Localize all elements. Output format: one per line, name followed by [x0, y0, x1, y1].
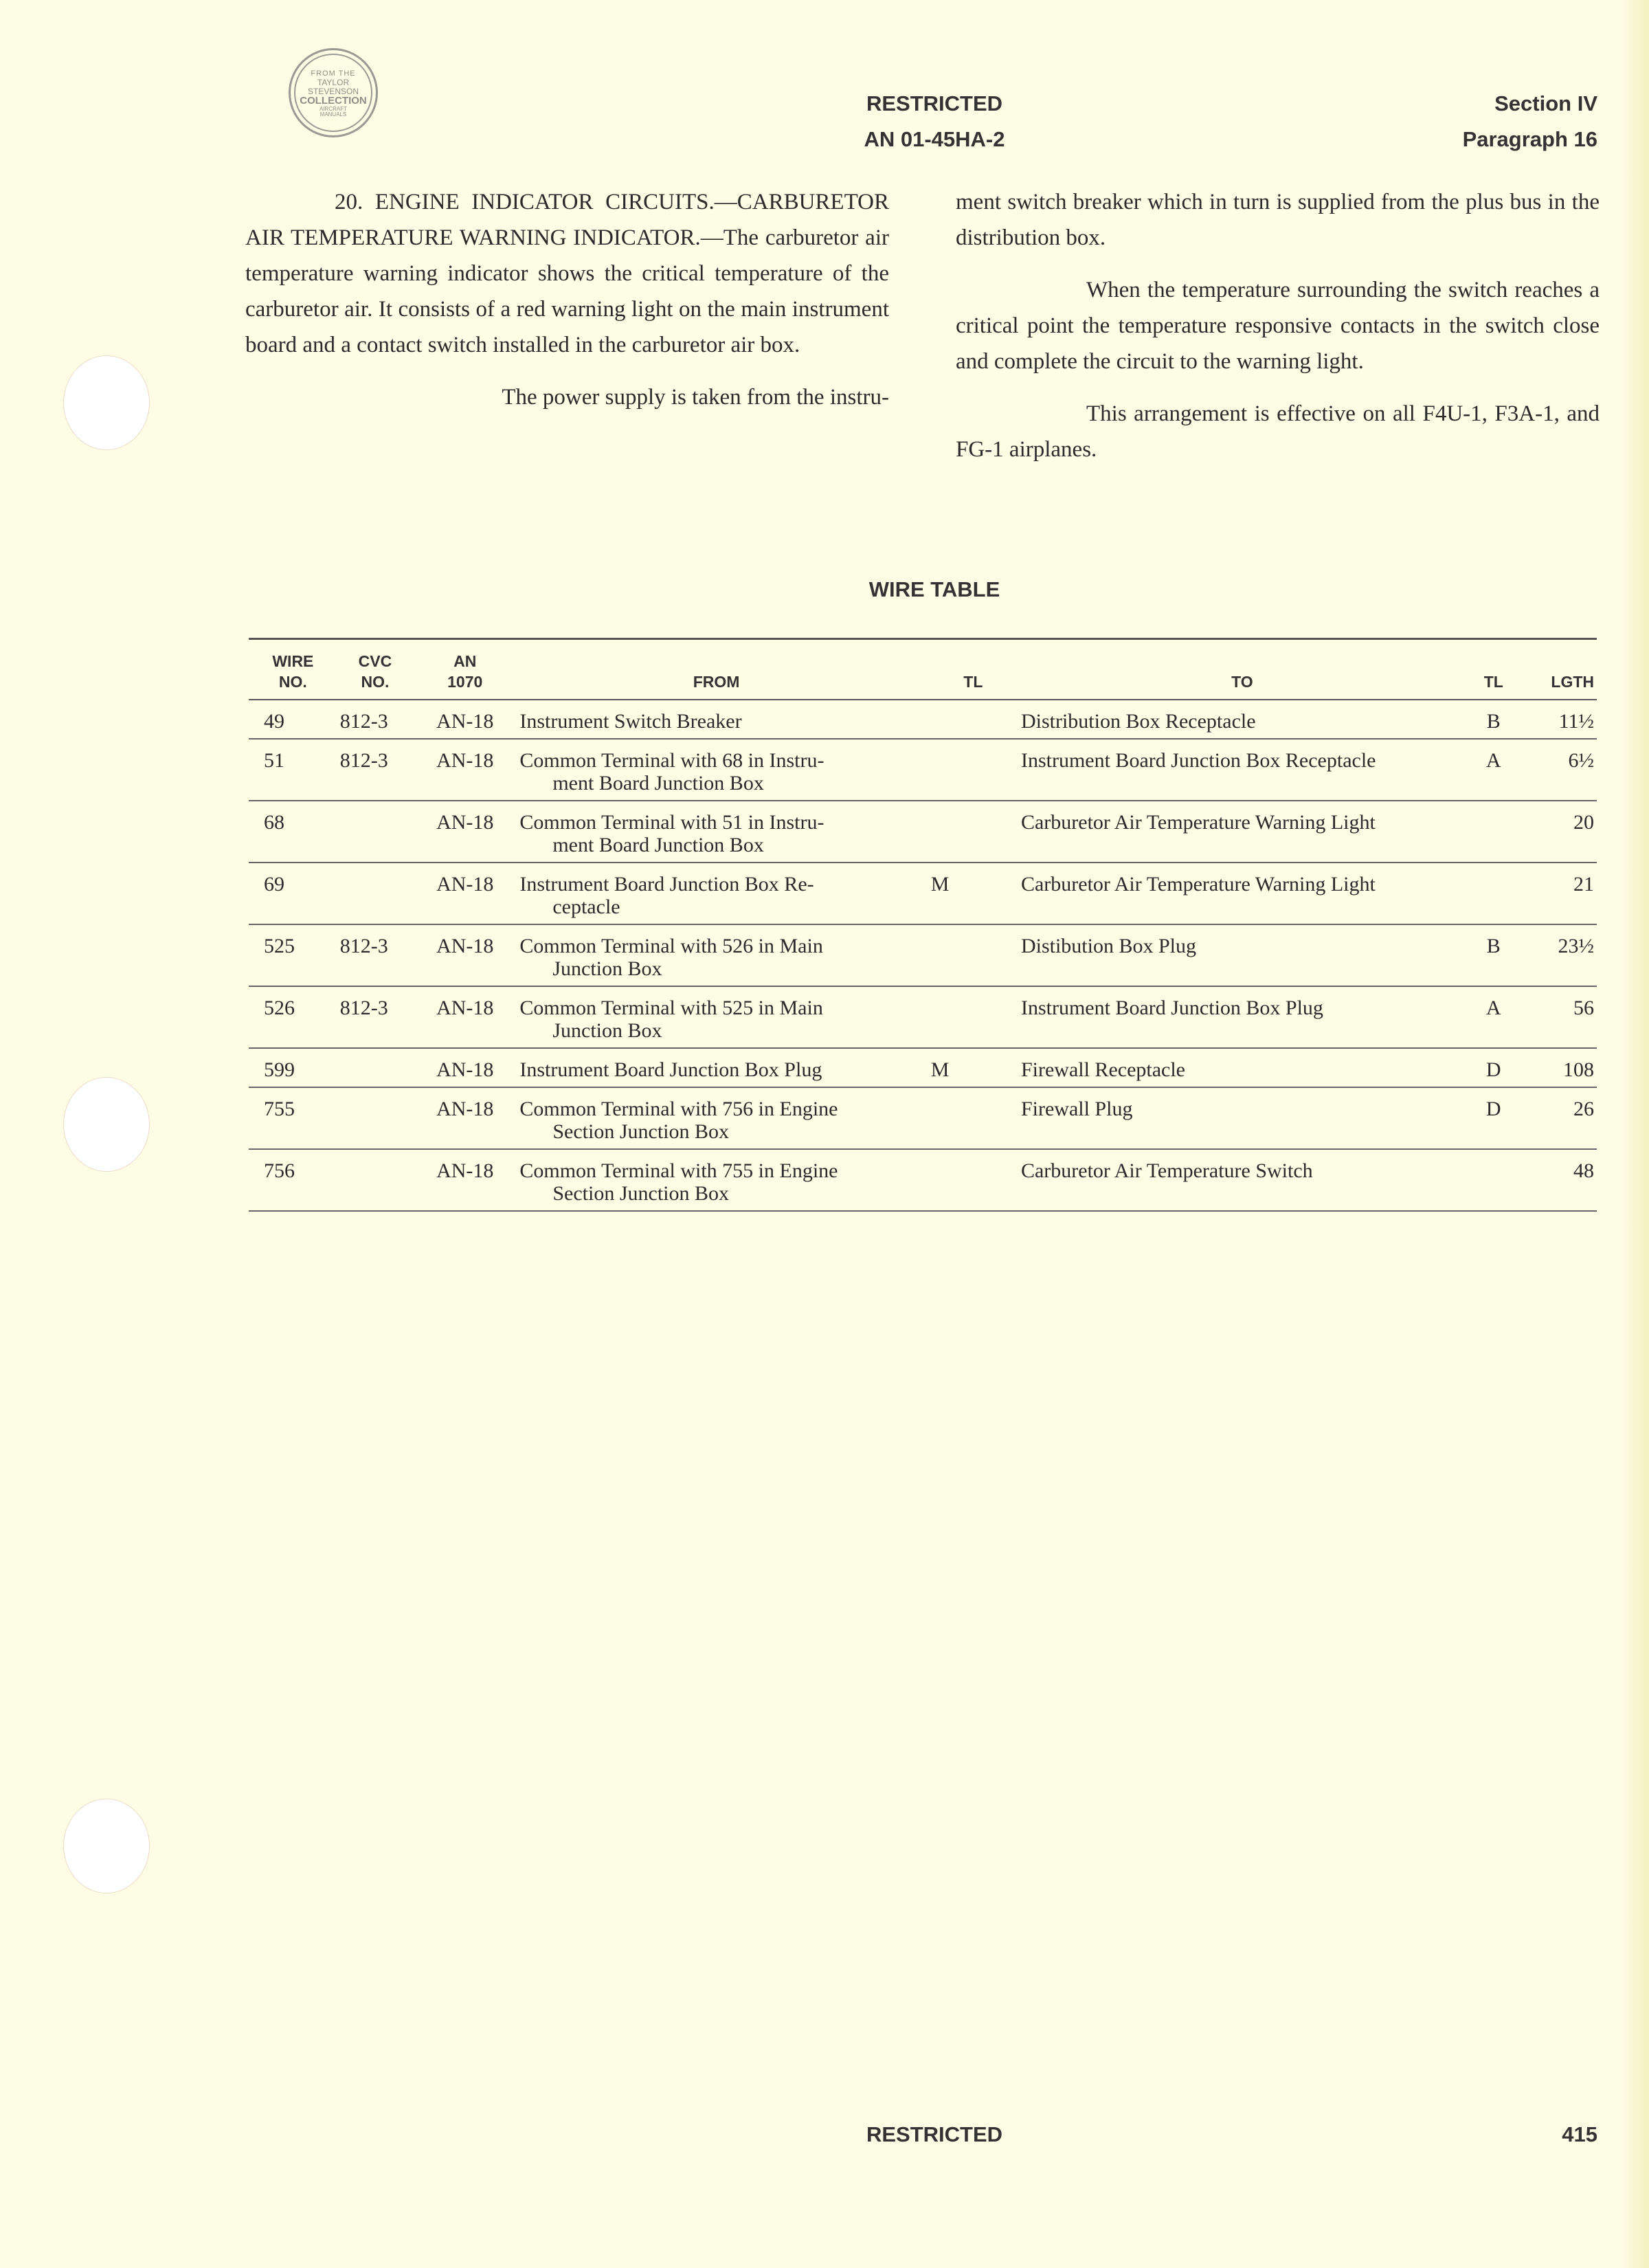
cell-to: Instrument Board Junction Box Receptacle — [1018, 739, 1466, 801]
cell-cvc-no — [337, 863, 413, 924]
cell-from — [517, 924, 915, 986]
header-cvc-no: CVC NO. — [337, 639, 413, 700]
cell-tl-to: D — [1466, 1048, 1521, 1087]
cell-to: Carburetor Air Temperature Warning Light — [1018, 801, 1466, 863]
header-section: Section IV — [1494, 91, 1597, 115]
header-wire-no: WIRE NO. — [249, 639, 337, 700]
cell-an-1070: AN-18 — [413, 1087, 517, 1149]
stamp-line-1: FROM THE — [311, 69, 356, 78]
header-tl-from: TL — [916, 639, 1018, 700]
header-classification: RESTRICTED — [866, 91, 1003, 115]
cell-cvc-no — [337, 1048, 413, 1087]
stamp-line-6: MANUALS — [319, 111, 347, 118]
cell-tl-from: M — [916, 863, 1018, 924]
header-an-1070: AN 1070 — [413, 639, 517, 700]
header-length: LGTH — [1521, 639, 1597, 700]
cell-cvc-no — [337, 1149, 413, 1211]
cell-cvc-no — [337, 801, 413, 863]
cell-tl-to — [1466, 1149, 1521, 1211]
cell-from-line-1: Instrument Board Junction Box Plug — [519, 1058, 822, 1081]
cell-an-1070: AN-18 — [413, 739, 517, 801]
cell-wire-no: 755 — [249, 1087, 337, 1149]
cell-from-line-1: Common Terminal with 51 in Instru- — [519, 811, 824, 834]
stamp-line-3: STEVENSON — [307, 86, 359, 96]
table-row — [249, 739, 1597, 801]
page-edge-shading — [1622, 0, 1649, 2268]
cell-length: 21 — [1521, 863, 1597, 924]
cell-from-line-2: Section Junction Box — [552, 1182, 729, 1205]
cell-from — [517, 801, 915, 863]
cell-wire-no: 599 — [249, 1048, 337, 1087]
cell-length: 56 — [1521, 986, 1597, 1048]
cell-cvc-no — [337, 1087, 413, 1149]
cell-from-line-2: ceptacle — [552, 896, 620, 918]
cell-from-line-1: Common Terminal with 525 in Main — [519, 997, 823, 1019]
footer-classification: RESTRICTED — [866, 2122, 1003, 2146]
cell-length: 23½ — [1521, 924, 1597, 986]
cell-from-line-2: Junction Box — [552, 957, 662, 980]
cell-from-line-2: ment Board Junction Box — [552, 834, 764, 856]
body-right-column — [956, 184, 1600, 484]
cell-cvc-no: 812-3 — [337, 739, 413, 801]
cell-tl-from: M — [916, 1048, 1018, 1087]
cell-an-1070: AN-18 — [413, 1149, 517, 1211]
cell-tl-to: A — [1466, 986, 1521, 1048]
cell-tl-to: B — [1466, 924, 1521, 986]
cell-tl-from — [916, 986, 1018, 1048]
cell-to: Instrument Board Junction Box Plug — [1018, 986, 1466, 1048]
footer-page-number: 415 — [1562, 2122, 1597, 2146]
cell-from — [517, 863, 915, 924]
wire-table-title: WIRE TABLE — [868, 577, 1000, 601]
cell-an-1070: AN-18 — [413, 1048, 517, 1087]
punch-hole-bottom — [63, 1799, 150, 1893]
cell-from — [517, 1087, 915, 1149]
cell-to: Firewall Receptacle — [1018, 1048, 1466, 1087]
table-row — [249, 986, 1597, 1048]
cell-tl-from — [916, 739, 1018, 801]
table-row — [249, 863, 1597, 924]
cell-tl-to: B — [1466, 700, 1521, 739]
cell-an-1070: AN-18 — [413, 986, 517, 1048]
cell-from-line-1: Common Terminal with 755 in Engine — [519, 1159, 838, 1182]
cell-an-1070: AN-18 — [413, 924, 517, 986]
cell-an-1070: AN-18 — [413, 700, 517, 739]
cell-to: Carburetor Air Temperature Switch — [1018, 1149, 1466, 1211]
paragraph-power-supply-cont: ment switch breaker which in turn is supplied from the plus bus in the distribution box. — [956, 190, 1600, 250]
cell-tl-to — [1466, 801, 1521, 863]
cell-from — [517, 1149, 915, 1211]
table-row — [249, 924, 1597, 986]
stamp-line-4: COLLECTION — [300, 95, 367, 107]
header-tl-to: TL — [1466, 639, 1521, 700]
table-row — [249, 1149, 1597, 1211]
cell-an-1070: AN-18 — [413, 863, 517, 924]
header-document-number: AN 01-45HA-2 — [864, 127, 1005, 151]
cell-tl-from — [916, 924, 1018, 986]
cell-to: Distribution Box Receptacle — [1018, 700, 1466, 739]
cell-tl-from — [916, 700, 1018, 739]
cell-to: Distibution Box Plug — [1018, 924, 1466, 986]
wire-table — [249, 638, 1597, 1212]
header-right — [1463, 86, 1597, 157]
cell-wire-no: 51 — [249, 739, 337, 801]
cell-length: 20 — [1521, 801, 1597, 863]
cell-from-line-1: Common Terminal with 526 in Main — [519, 935, 823, 957]
cell-from — [517, 1048, 915, 1087]
cell-from-line-1: Instrument Board Junction Box Re- — [519, 873, 814, 896]
header-to: TO — [1018, 639, 1466, 700]
cell-wire-no: 525 — [249, 924, 337, 986]
table-row — [249, 801, 1597, 863]
cell-length: 108 — [1521, 1048, 1597, 1087]
collection-stamp — [289, 48, 378, 137]
cell-length: 26 — [1521, 1087, 1597, 1149]
table-row — [249, 1048, 1597, 1087]
cell-an-1070: AN-18 — [413, 801, 517, 863]
paragraph-power-supply-start: The power supply is taken from the instru- — [502, 385, 889, 410]
stamp-line-5: AIRCRAFT — [319, 105, 347, 112]
cell-wire-no: 69 — [249, 863, 337, 924]
punch-hole-top — [63, 355, 150, 450]
table-row — [249, 700, 1597, 739]
cell-wire-no: 756 — [249, 1149, 337, 1211]
cell-from-line-1: Common Terminal with 68 in Instru- — [519, 749, 824, 772]
cell-from-line-2: Junction Box — [552, 1019, 662, 1042]
cell-from — [517, 700, 915, 739]
cell-from-line-1: Common Terminal with 756 in Engine — [519, 1098, 838, 1120]
cell-cvc-no: 812-3 — [337, 986, 413, 1048]
cell-tl-from — [916, 1149, 1018, 1211]
cell-tl-to: D — [1466, 1087, 1521, 1149]
cell-wire-no: 68 — [249, 801, 337, 863]
paragraph-engine-indicator: 20. ENGINE INDICATOR CIRCUITS.—CARBURETOR AIR TEMPERATURE WARNING INDICATOR.—The carburetor air temperature warning indicator shows the critical temperature of the carburetor air. It consists of a red warning light on the main instrument board and a contact switch installed in the carburetor air box. — [245, 190, 889, 357]
cell-wire-no: 49 — [249, 700, 337, 739]
cell-from-line-2: ment Board Junction Box — [552, 772, 764, 794]
cell-from — [517, 739, 915, 801]
paragraph-temperature-switch: When the temperature surrounding the switch reaches a critical point the temperature responsive contacts in the switch close and complete the circuit to the warning light. — [956, 278, 1600, 374]
cell-to: Firewall Plug — [1018, 1087, 1466, 1149]
cell-length: 48 — [1521, 1149, 1597, 1211]
header-from: FROM — [517, 639, 915, 700]
cell-to: Carburetor Air Temperature Warning Light — [1018, 863, 1466, 924]
body-left-column — [245, 184, 889, 432]
stamp-line-2: TAYLOR — [317, 77, 350, 87]
cell-from — [517, 986, 915, 1048]
paragraph-effectivity: This arrangement is effective on all F4U-1, F3A-1, and FG-1 airplanes. — [956, 401, 1600, 462]
wire-table-header-row — [249, 639, 1597, 700]
cell-tl-from — [916, 801, 1018, 863]
cell-wire-no: 526 — [249, 986, 337, 1048]
cell-length: 11½ — [1521, 700, 1597, 739]
cell-tl-to: A — [1466, 739, 1521, 801]
table-row — [249, 1087, 1597, 1149]
cell-tl-from — [916, 1087, 1018, 1149]
cell-from-line-2: Section Junction Box — [552, 1120, 729, 1143]
cell-tl-to — [1466, 863, 1521, 924]
cell-from-line-1: Instrument Switch Breaker — [519, 710, 742, 733]
cell-cvc-no: 812-3 — [337, 700, 413, 739]
header-center — [783, 86, 1086, 157]
header-paragraph: Paragraph 16 — [1462, 127, 1597, 151]
cell-cvc-no: 812-3 — [337, 924, 413, 986]
cell-length: 6½ — [1521, 739, 1597, 801]
punch-hole-middle — [63, 1077, 150, 1172]
